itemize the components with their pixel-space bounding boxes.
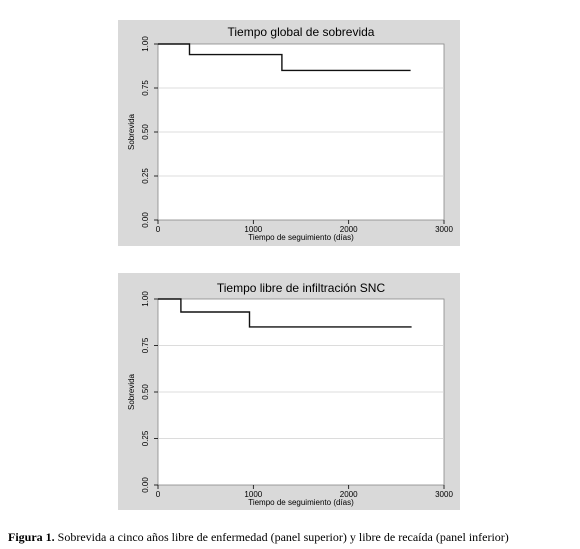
figure-caption-label: Figura 1. (8, 530, 55, 544)
chart-1-x-tick-label: 0 (155, 490, 161, 499)
chart-1-x-tick-label: 3000 (435, 490, 453, 499)
chart-0-y-axis-label: Sobrevida (127, 113, 136, 151)
chart-0-x-tick-label: 3000 (435, 225, 453, 234)
chart-0-x-axis-label: Tiempo de seguimiento (días) (248, 233, 354, 242)
chart-1-x-axis-label: Tiempo de seguimiento (días) (248, 498, 354, 507)
chart-0-y-tick-label: 0.00 (141, 212, 150, 228)
survival-chart-bottom-svg (118, 273, 460, 510)
chart-1-y-tick-label: 0.50 (141, 384, 150, 400)
chart-1-x-tick-label: 1000 (244, 490, 263, 499)
chart-1-x-tick-label: 2000 (339, 490, 358, 499)
chart-0-title: Tiempo global de sobrevida (227, 25, 375, 39)
chart-1-y-axis-label: Sobrevida (127, 373, 136, 411)
chart-1-title: Tiempo libre de infiltración SNC (216, 281, 386, 295)
chart-0-x-tick-label: 1000 (244, 225, 263, 234)
figure-caption-text: Sobrevida a cinco años libre de enfermedad (panel superior) y libre de recaída (panel inferior) (54, 530, 509, 544)
chart-1-y-tick-label: 1.00 (141, 291, 150, 307)
chart-0-x-tick-label: 0 (155, 225, 161, 234)
survival-chart-top-svg (118, 20, 460, 246)
survival-chart-top (118, 20, 460, 246)
chart-0-y-tick-label: 0.75 (141, 80, 150, 96)
chart-1-y-tick-label: 0.25 (141, 430, 150, 447)
chart-1-y-tick-label: 0.75 (141, 337, 150, 354)
chart-0-y-tick-label: 0.50 (141, 124, 150, 140)
chart-0-y-tick-label: 0.25 (141, 168, 150, 184)
chart-1-y-tick-label: 0.00 (141, 477, 150, 493)
survival-chart-bottom (118, 273, 460, 510)
chart-0-y-tick-label: 1.00 (141, 36, 150, 52)
figure-caption (8, 530, 578, 545)
chart-0-x-tick-label: 2000 (339, 225, 358, 234)
